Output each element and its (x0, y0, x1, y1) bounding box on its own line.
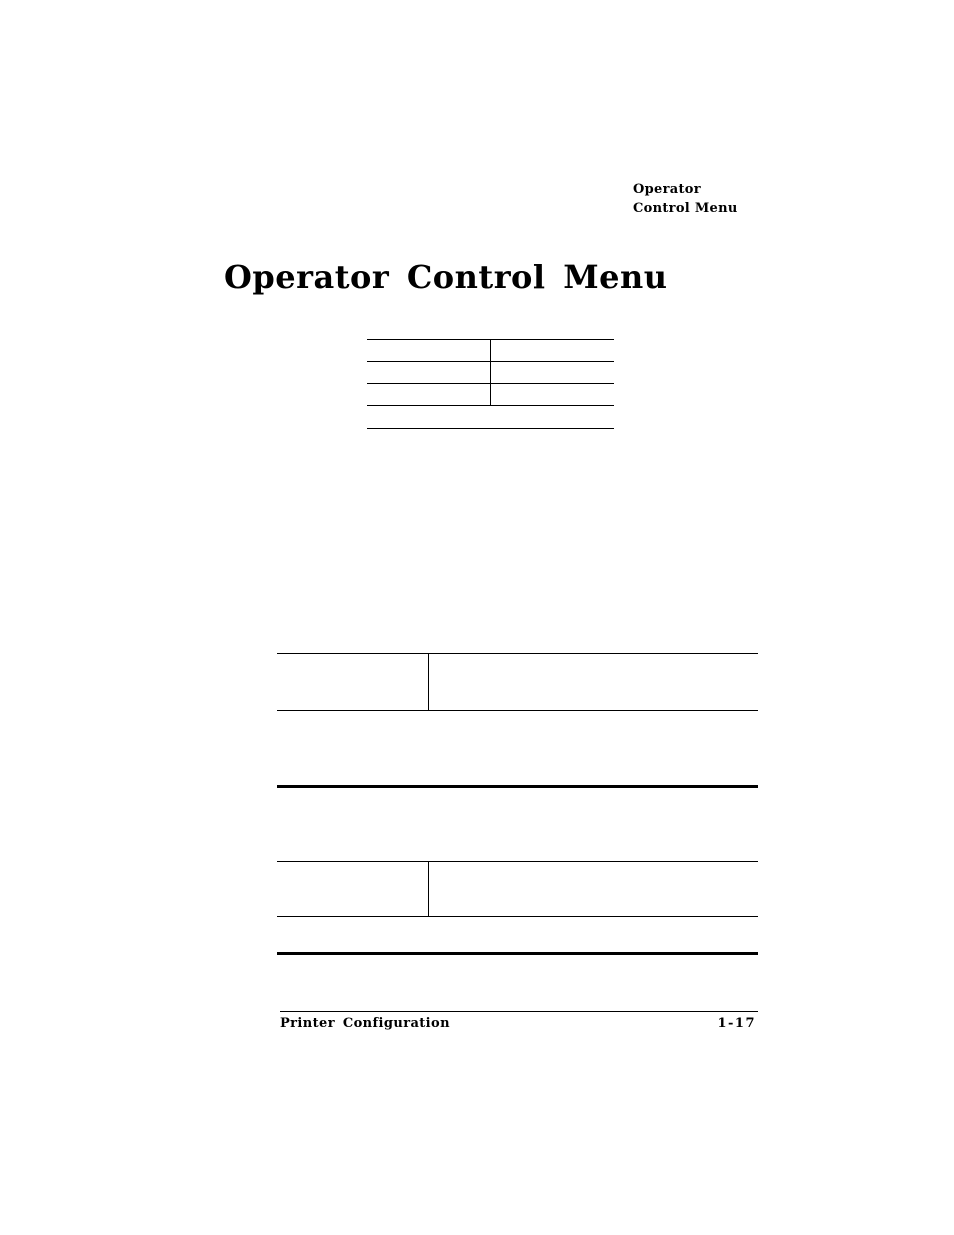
table-row (367, 384, 614, 406)
option-table-2 (277, 861, 758, 917)
section-divider (277, 952, 758, 955)
table-cell-key (277, 862, 429, 917)
table-row (277, 862, 758, 917)
table-row (367, 362, 614, 384)
footer-page-number: 1-17 (717, 1016, 756, 1031)
footer-section-title: Printer Configuration (280, 1016, 450, 1031)
page-title: Operator Control Menu (224, 258, 668, 296)
option-table-1 (277, 653, 758, 711)
table-cell-value (429, 654, 759, 711)
summary-grid-table (367, 339, 614, 429)
footer-divider (280, 1011, 758, 1012)
table-row (277, 654, 758, 711)
running-head-line-1: Operator (633, 182, 701, 197)
table-row (367, 406, 614, 429)
table-cell-value (429, 862, 759, 917)
table-row (367, 340, 614, 362)
table-cell-key (277, 654, 429, 711)
running-head (633, 180, 738, 218)
running-head-line-2: Control Menu (633, 201, 738, 216)
section-divider (277, 785, 758, 788)
